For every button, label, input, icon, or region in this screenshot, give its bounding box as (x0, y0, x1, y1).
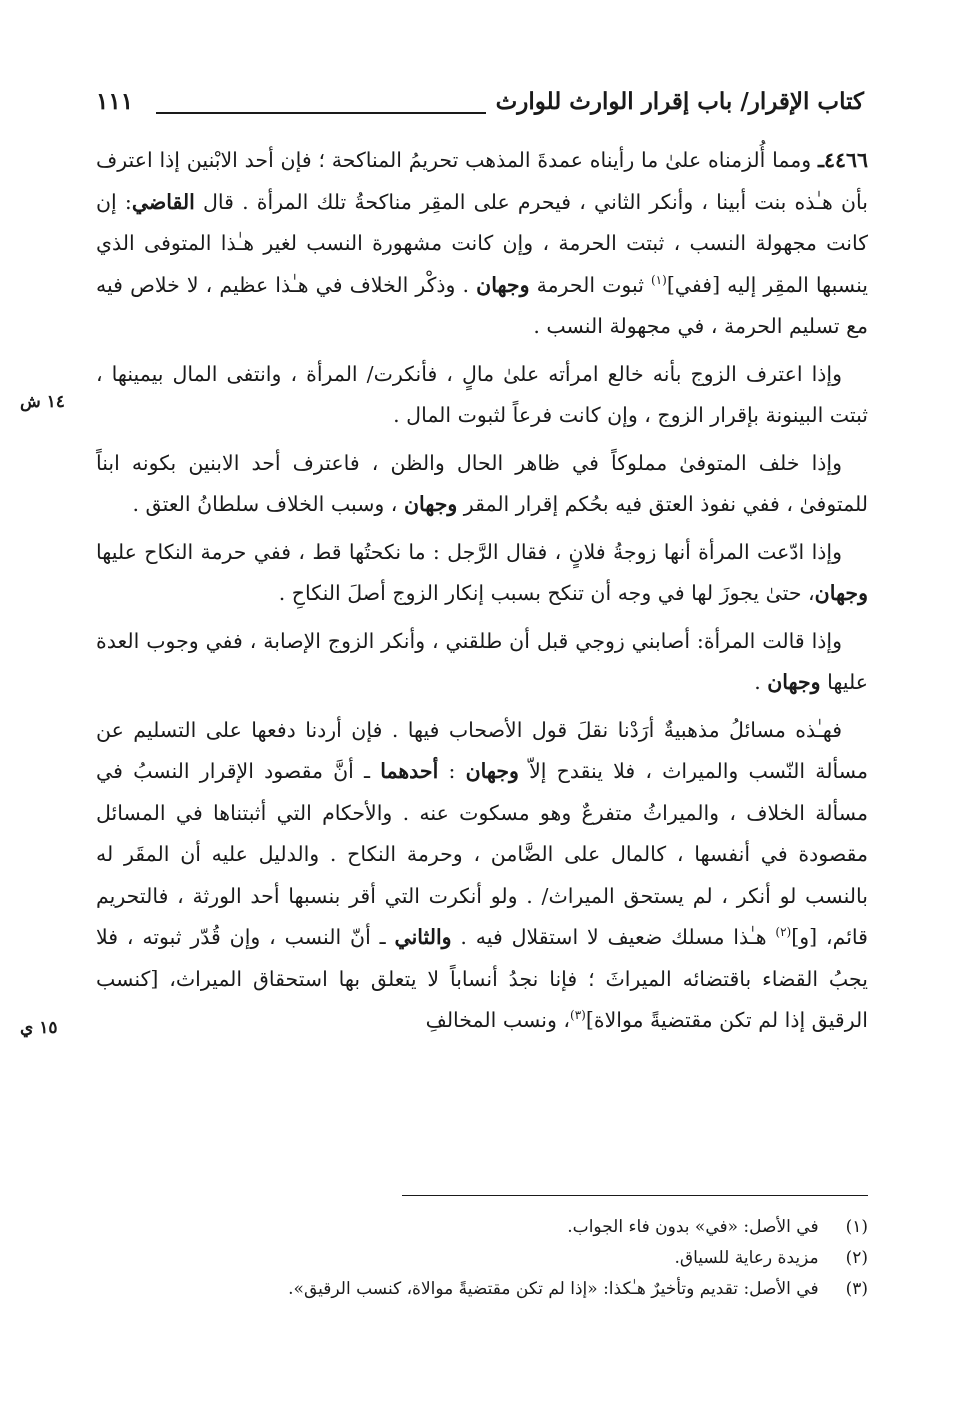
text-run: . وذكْر الخلاف في هـٰذا عظيم ، لا خلاص فيه مع تسليم الحرمة ، في مجهولة النسب . (96, 272, 868, 338)
margin-note: ١٤ ش (20, 392, 65, 412)
bold-term: والثاني (394, 925, 452, 949)
footnote-number: (٢) (845, 1248, 868, 1268)
footnote-rule (402, 1195, 868, 1196)
text-run: : (438, 759, 466, 783)
footnote-ref: (٣) (570, 1008, 586, 1023)
paragraph (96, 354, 868, 437)
footnote-text: في الأصل: «في» بدون فاء الجواب. (567, 1217, 819, 1237)
text-run: ـ أنّ النسب ، وإن قُدّر ثبوته ، فلا يجبُ القضاء باقتضائه الميراثَ ؛ فإنا نجدُ أنساباً لا يتعلق بها استحقاق الميراث، [كنسب الرقيق إذا لم تكن مقتضيةً موالاة] (96, 925, 868, 1032)
bold-term: وجهان (814, 581, 868, 605)
paragraph (96, 710, 868, 1042)
text-run: ، ونسب المخالفِ (425, 1008, 571, 1032)
text-run: ـ أنَّ مقصود الإقرار النسبُ في مسألة الخلاف ، والميراثُ متفرعٌ وهو مسكوت عنه . والأحكام التي أثبتناها في المسائل مقصودة في أنفسها ، كالمال على الضَّامن ، وحرمة النكاح . والدليل عليه أن المقَر له بالنسب لو أنكر ، لم يستحق الميراث/ . ولو أنكرت التي أقر بنسبها أحد الورثة ، فالتحريم قائم، [و] (96, 759, 868, 949)
footnote-text: مزيدة رعاية للسياق. (674, 1248, 819, 1268)
text-run: وإذا اعترف الزوج بأنه خالع امرأته علىٰ مالٍ ، فأنكرت/ المرأة ، وانتفى المال بيمينها ، ثبتت البينونة بإقرار الزوج ، وإن كانت فرعاً لثبوت المال . (96, 361, 868, 427)
header-rule (156, 112, 486, 114)
bold-term: ٤٤٦٦ـ (817, 148, 868, 172)
page-number: ١١١ (96, 88, 134, 115)
bold-term: وجهان (465, 759, 519, 783)
paragraph (96, 621, 868, 704)
text-run: وإذا ادّعت المرأة أنها زوجةُ فلانٍ ، فقال الرَّجل : ما نكحتُها قط ، ففي حرمة النكاح عليها (96, 539, 842, 564)
running-header (96, 88, 864, 128)
bold-term: أحدهما (380, 759, 439, 783)
text-run: وإذا قالت المرأة: أصابني زوجي قبل أن طلقني ، وأنكر الزوج الإصابة ، ففي وجوب العدة عليها (96, 628, 868, 694)
footnote-number: (٣) (845, 1279, 868, 1299)
footnote (96, 1243, 868, 1274)
text-run: : إن كانت مجهولة النسب ، ثبتت الحرمة ، وإن كانت مشهورة النسب لغير هـٰذا المتوفى الذي ينسبها المقِر إليه [ففي] (96, 189, 868, 297)
text-run: ثبوت الحرمة (529, 272, 651, 297)
main-text (96, 140, 868, 1042)
footnotes (96, 1212, 868, 1305)
text-run: . (754, 670, 768, 694)
text-run: ، حتىٰ يجوزَ لها في وجه أن تنكح بسبب إنكار الزوج أصلَ النكاحِ . (278, 581, 815, 605)
text-run: فهـٰذه مسائلُ مذهبيةٌ أرَدْنا نقلَ قول الأصحاب فيها . فإن أردنا دفعها على التسليم عن مسألة النّسب والميراث ، فلا ينقدح إلاّ (96, 717, 868, 783)
running-header-title: كتاب الإقرار/ باب إقرار الوارث للوارث (495, 88, 864, 115)
paragraph (96, 140, 868, 348)
margin-note: ١٥ ي (20, 1018, 58, 1038)
footnote-number: (١) (845, 1217, 868, 1237)
footnote-ref: (١) (650, 272, 667, 287)
bold-term: وجهان (767, 670, 821, 694)
bold-term: القاضي (131, 189, 195, 214)
footnote-ref: (٢) (775, 925, 792, 940)
paragraph (96, 532, 868, 615)
footnote (96, 1212, 868, 1243)
paragraph (96, 443, 868, 526)
bold-term: وجهان (476, 272, 530, 297)
text-run: ، وسبب الخلاف سلطانُ العتق . (132, 492, 404, 516)
bold-term: وجهان (403, 492, 458, 516)
text-run: وإذا خلف المتوفىٰ مملوكاً في ظاهر الحال والظن ، فاعترف أحد الابنين بكونه ابناً للمتوفىٰ ، ففي نفوذ العتق فيه بحُكم إقرار المقر (96, 450, 868, 516)
footnote (96, 1274, 868, 1305)
footnote-text: في الأصل: تقديم وتأخيرٌ هـٰكذا: «إذا لم تكن مقتضيةً موالاة، كنسب الرقيق». (288, 1279, 819, 1299)
text-run: ومما أُلزمناه علىٰ ما رأيناه عمدةَ المذهب تحريمُ المناكحة ؛ فإن أحد الابْنين إذا اعترف بأن هـٰذه بنت أبينا ، وأنكر الثاني ، فيحرم على المقِر مناكحةُ تلك المرأة . قال (96, 148, 868, 214)
text-run: هـٰذا مسلك ضعيف لا استقلال فيه . (451, 925, 776, 949)
